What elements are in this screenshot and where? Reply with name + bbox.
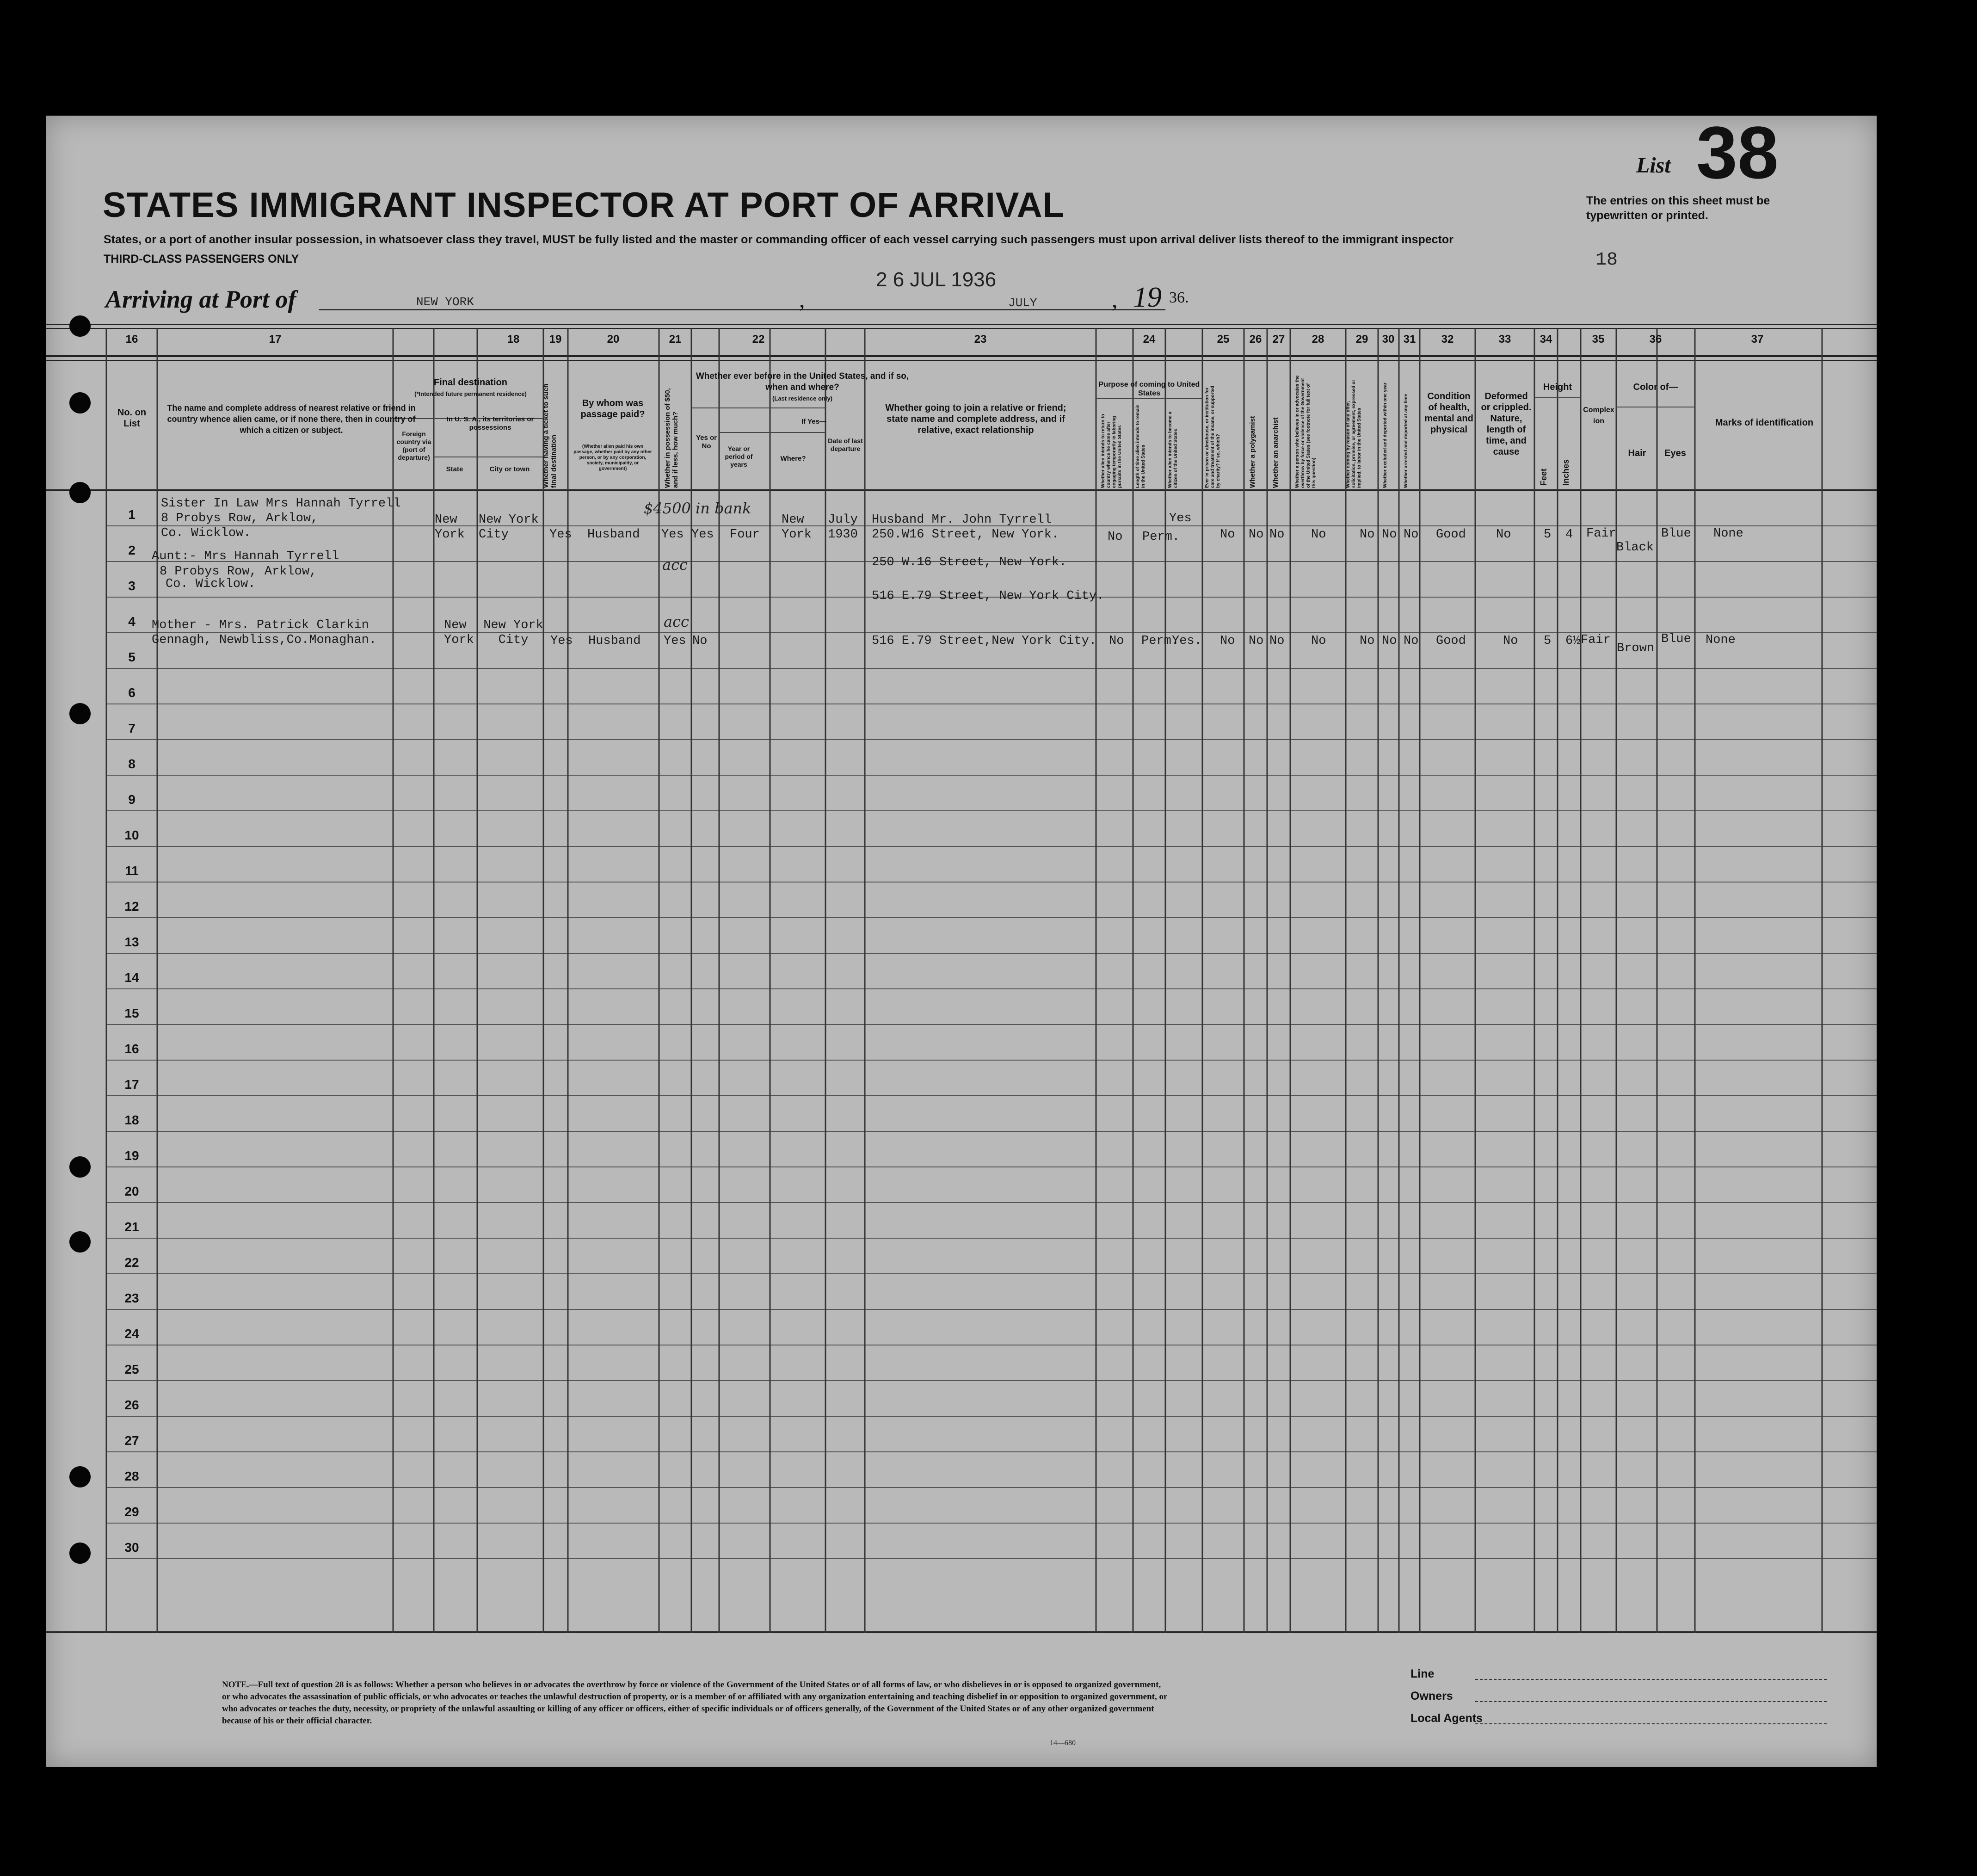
row1-paid-by: Husband bbox=[587, 528, 640, 542]
row4-overthrow: No bbox=[1311, 634, 1326, 648]
header-no-on-list: No. on List bbox=[117, 407, 147, 429]
column-number: 25 bbox=[1217, 333, 1230, 346]
column-number: 34 bbox=[1540, 333, 1552, 346]
punch-hole bbox=[69, 392, 91, 413]
year-suffix: 36. bbox=[1169, 289, 1189, 306]
row4-deported: No bbox=[1404, 634, 1419, 648]
header-labor-offer: Whether coming by reason of any offer, solicitation, promise, or agreement, expressed or implied, to labor in the United States bbox=[1346, 380, 1362, 488]
header-feet: Feet bbox=[1539, 468, 1548, 486]
row1-polygamist: No bbox=[1249, 528, 1264, 542]
header-ever-before: Whether ever before in the United States, and if so, when and where? bbox=[696, 371, 909, 392]
row1-marks: None bbox=[1713, 527, 1743, 541]
line-label: Line bbox=[1410, 1667, 1435, 1680]
row-number: 10 bbox=[124, 828, 139, 842]
comma: , bbox=[1112, 286, 1118, 312]
arriving-label: Arriving at Port of bbox=[105, 285, 296, 313]
header-anarchist: Whether an anarchist bbox=[1272, 417, 1280, 488]
row1-join-line2: 250.W16 Street, New York. bbox=[872, 528, 1059, 542]
header-overthrow: Whether a person who believes in or advocates the overthrow by force or violence of the Government of the United States (see footnote for full text of this question) bbox=[1295, 375, 1317, 488]
row1-where: New York bbox=[782, 513, 812, 542]
line-underline bbox=[1475, 1679, 1827, 1680]
column-number: 22 bbox=[752, 333, 765, 346]
header-in-usa: In U. S. A., its territories or possessions bbox=[446, 415, 534, 432]
manifest-sheet bbox=[46, 116, 1877, 1767]
row4-paid-by: Husband bbox=[588, 634, 641, 648]
header-prison: Ever in prison or almshouse, or institution for care and treatment of the insane, or supported by charity? If so, which? bbox=[1205, 385, 1221, 488]
row1-state: New York bbox=[435, 513, 465, 542]
row-number: 7 bbox=[128, 721, 135, 735]
column-number: 16 bbox=[125, 333, 138, 346]
row1-prison: No bbox=[1220, 528, 1235, 542]
header-date-departure: Date of last departure bbox=[828, 437, 863, 452]
row4-relative-line2: Gennagh, Newbliss,Co.Monaghan. bbox=[152, 633, 377, 647]
row-number: 3 bbox=[128, 579, 135, 593]
column-number: 17 bbox=[269, 333, 282, 346]
port-name: NEW YORK bbox=[416, 295, 474, 309]
row-number: 2 bbox=[128, 543, 135, 557]
column-number: 21 bbox=[669, 333, 682, 346]
local-agents-underline bbox=[1475, 1723, 1827, 1724]
row1-excluded: No bbox=[1382, 528, 1397, 542]
column-number: 35 bbox=[1592, 333, 1605, 346]
row4-labor: No bbox=[1360, 634, 1375, 648]
row-number: 24 bbox=[124, 1327, 139, 1341]
row1-return: No bbox=[1108, 530, 1123, 544]
row1-anarchist: No bbox=[1269, 528, 1285, 542]
header-excluded: Whether excluded and deported within one year bbox=[1383, 383, 1388, 488]
column-number: 28 bbox=[1312, 333, 1324, 346]
row1-departure: July 1930 bbox=[828, 513, 858, 542]
row-number: 26 bbox=[124, 1398, 139, 1412]
row1-money: Yes bbox=[661, 528, 684, 542]
row1-overthrow: No bbox=[1311, 528, 1326, 542]
row2-join-line1: 250 W.16 Street, New York. bbox=[872, 555, 1067, 569]
list-number: 38 bbox=[1696, 116, 1779, 194]
row4-inches: 6½ bbox=[1565, 634, 1581, 648]
column-number: 27 bbox=[1272, 333, 1285, 346]
header-health: Condition of health, mental and physical bbox=[1424, 391, 1473, 435]
row1-years: Four bbox=[730, 528, 760, 542]
row4-join-line1: 516 E.79 Street,New York City. bbox=[872, 634, 1097, 648]
punch-hole bbox=[69, 703, 91, 724]
row1-eyes: Blue bbox=[1661, 527, 1691, 541]
column-number: 29 bbox=[1355, 333, 1368, 346]
row1-deformed: No bbox=[1496, 528, 1511, 542]
row-number: 13 bbox=[124, 935, 139, 949]
column-number: 33 bbox=[1498, 333, 1511, 346]
header-height: Height bbox=[1543, 382, 1572, 392]
row1-hair: Black bbox=[1616, 541, 1654, 555]
row-number: 8 bbox=[128, 757, 135, 771]
header-passage-note: (Whether alien paid his own passage, whether paid by any other person, or by any corporation, society, municipality, or government) bbox=[573, 444, 652, 471]
row1-join-line1: Husband Mr. John Tyrrell bbox=[872, 513, 1052, 527]
comma: , bbox=[799, 286, 805, 312]
row1-deported: No bbox=[1404, 528, 1419, 542]
row1-length: Perm. bbox=[1142, 530, 1180, 544]
column-number: 20 bbox=[607, 333, 620, 346]
header-ever-before-note: (Last residence only) bbox=[772, 395, 833, 402]
row4-anarchist: No bbox=[1269, 634, 1285, 648]
header-yes-or-no: Yes or No bbox=[696, 434, 717, 450]
month: JULY bbox=[1008, 296, 1037, 310]
row4-complexion: Fair bbox=[1581, 633, 1611, 647]
column-number: 24 bbox=[1143, 333, 1156, 346]
punch-hole bbox=[69, 482, 91, 503]
row4-deformed: No bbox=[1503, 634, 1518, 648]
row2-money-note: acc bbox=[662, 556, 688, 574]
row-number: 18 bbox=[124, 1113, 139, 1127]
row-number: 19 bbox=[124, 1148, 139, 1163]
row-number: 12 bbox=[124, 899, 139, 913]
header-eyes: Eyes bbox=[1664, 448, 1686, 458]
sheet-number: 18 bbox=[1595, 250, 1618, 271]
row-number: 5 bbox=[128, 650, 135, 664]
row1-labor: No bbox=[1360, 528, 1375, 542]
row-number: 9 bbox=[128, 792, 135, 807]
header-foreign-country: Foreign country via (port of departure) bbox=[396, 430, 431, 461]
header-color-of: Color of— bbox=[1633, 382, 1678, 392]
punch-hole bbox=[69, 1543, 91, 1564]
row-number: 23 bbox=[124, 1291, 139, 1305]
row1-ticket: Yes bbox=[549, 528, 572, 542]
form-number: 14—680 bbox=[1050, 1739, 1076, 1747]
row2-relative-line3: Co. Wicklow. bbox=[166, 577, 256, 591]
row4-hair: Brown bbox=[1617, 642, 1655, 655]
row1-relative-line1: Sister In Law Mrs Hannah Tyrrell bbox=[161, 497, 401, 511]
row-number: 29 bbox=[124, 1505, 139, 1519]
instructions-line: States, or a port of another insular possession, in whatsoever class they travel, MUST be fully listed and the master or commanding officer of each vessel carrying such passengers must upon arrival deliver lists thereof to the immigrant inspector bbox=[104, 233, 1453, 246]
header-purpose-citizen: Whether alien intends to become a citizen of the United States bbox=[1168, 411, 1178, 488]
row4-excluded: No bbox=[1382, 634, 1397, 648]
row2-relative-line2: 8 Probys Row, Arklow, bbox=[160, 565, 317, 579]
entries-note: The entries on this sheet must be typewritten or printed. bbox=[1586, 194, 1770, 222]
header-going-to-join: Whether going to join a relative or friend; state name and complete address, and if relative, exact relationship bbox=[885, 403, 1066, 435]
header-passage-paid: By whom was passage paid? bbox=[580, 398, 645, 420]
row4-state: New York bbox=[444, 618, 474, 647]
page-title: STATES IMMIGRANT INSPECTOR AT PORT OF ARRIVAL bbox=[103, 185, 1065, 225]
row4-health: Good bbox=[1436, 634, 1466, 648]
row1-feet: 5 bbox=[1544, 528, 1552, 542]
row1-relative-line3: Co. Wicklow. bbox=[161, 526, 251, 540]
date-stamp: 2 6 JUL 1936 bbox=[876, 268, 997, 291]
class-note: THIRD-CLASS PASSENGERS ONLY bbox=[104, 253, 299, 265]
header-year-period: Year or period of years bbox=[725, 445, 753, 468]
list-label: List bbox=[1636, 153, 1671, 178]
row-number: 1 bbox=[128, 507, 135, 522]
row-number: 25 bbox=[124, 1362, 139, 1376]
punch-hole bbox=[69, 1231, 91, 1253]
punch-hole bbox=[69, 315, 91, 337]
row4-feet: 5 bbox=[1544, 634, 1552, 648]
owners-underline bbox=[1475, 1701, 1827, 1702]
row2-relative-line1: Aunt:- Mrs Hannah Tyrrell bbox=[152, 549, 339, 563]
row3-join-line1: 516 E.79 Street, New York City. bbox=[872, 589, 1104, 603]
row1-money-note: $4500 in bank bbox=[644, 500, 751, 517]
column-number: 37 bbox=[1751, 333, 1764, 346]
row1-complexion: Fair bbox=[1586, 527, 1616, 541]
row4-before: No bbox=[692, 634, 708, 648]
year-prefix: 19 bbox=[1133, 282, 1162, 313]
row4-money-note: acc bbox=[664, 613, 689, 630]
header-if-yes: If Yes— bbox=[801, 418, 826, 426]
column-number: 30 bbox=[1382, 333, 1395, 346]
header-state: State bbox=[446, 465, 463, 473]
row4-eyes: Blue bbox=[1661, 632, 1691, 646]
row-number: 16 bbox=[124, 1042, 139, 1056]
row-number: 11 bbox=[125, 864, 139, 878]
header-marks: Marks of identification bbox=[1715, 418, 1814, 428]
header-polygamist: Whether a polygamist bbox=[1249, 416, 1256, 488]
header-where: Where? bbox=[780, 455, 806, 463]
column-number: 36 bbox=[1649, 333, 1662, 346]
header-purpose-length: Length of time alien intends to remain in the United States bbox=[1135, 404, 1146, 488]
header-purpose-return: Whether alien intends to return to country whence he came after engaging temporarily in laboring pursuits in the United States bbox=[1101, 413, 1122, 488]
row4-city: New York City bbox=[483, 618, 543, 647]
column-number: 23 bbox=[974, 333, 987, 346]
row1-relative-line2: 8 Probys Row, Arklow, bbox=[161, 512, 319, 525]
header-ticket: Whether having a ticket to such final destination bbox=[542, 383, 558, 488]
header-deformed: Deformed or crippled. Nature, length of time, and cause bbox=[1481, 391, 1532, 457]
row4-money: Yes bbox=[664, 634, 686, 648]
header-hair: Hair bbox=[1628, 448, 1646, 458]
owners-label: Owners bbox=[1410, 1690, 1453, 1703]
row-number: 17 bbox=[124, 1077, 139, 1092]
row4-citizen: Yes. bbox=[1172, 634, 1202, 648]
header-inches: Inches bbox=[1561, 459, 1571, 486]
row-number: 21 bbox=[124, 1220, 139, 1234]
row1-citizen: Yes bbox=[1169, 512, 1192, 525]
header-deported: Whether arrested and deported at any time bbox=[1404, 394, 1409, 488]
header-fifty-dollars: Whether in possession of $50, and if less, how much? bbox=[664, 388, 679, 488]
row-number: 20 bbox=[124, 1184, 139, 1198]
row4-prison: No bbox=[1220, 634, 1235, 648]
row-number: 28 bbox=[124, 1469, 139, 1483]
header-final-destination-note: (*Intended future permanent residence) bbox=[414, 390, 527, 397]
column-number: 19 bbox=[549, 333, 562, 346]
punch-hole bbox=[69, 1156, 91, 1178]
local-agents-label: Local Agents bbox=[1410, 1712, 1483, 1725]
row-number: 30 bbox=[124, 1540, 139, 1555]
column-number: 26 bbox=[1249, 333, 1262, 346]
footnote-question-28: NOTE.—Full text of question 28 is as follows: Whether a person who believes in or advocates the overthrow by force or violence of the Government of the United States or of all forms of law, or who disbelieves in or is opposed to organized government, or who advocates the assassination of public officials, or who advocates or teaches the unlawful destruction of property, or is a member of or affiliated with any organization entertaining and teaching disbelief in or opposition to organized government, or who advocates or teaches the duty, necessity, or propriety of the unlawful assaulting or killing of any officer or officers, either of specific individuals or of officers generally, of the Government of the United States or of any other organized government because of his or their official character. bbox=[222, 1680, 1168, 1726]
column-number: 18 bbox=[507, 333, 520, 346]
row4-ticket: Yes bbox=[550, 634, 573, 648]
header-final-destination: Final destination bbox=[434, 377, 507, 388]
column-number: 32 bbox=[1441, 333, 1454, 346]
row1-health: Good bbox=[1436, 528, 1466, 542]
row1-before: Yes bbox=[691, 528, 714, 542]
punch-hole bbox=[69, 1466, 91, 1487]
row4-polygamist: No bbox=[1249, 634, 1264, 648]
row4-return: No bbox=[1109, 634, 1124, 648]
row-number: 4 bbox=[128, 614, 135, 629]
row4-relative-line1: Mother - Mrs. Patrick Clarkin bbox=[152, 618, 369, 632]
row-number: 14 bbox=[124, 970, 139, 985]
header-city: City or town bbox=[489, 465, 530, 473]
row1-inches: 4 bbox=[1565, 528, 1573, 542]
column-number: 31 bbox=[1403, 333, 1416, 346]
header-complexion: Complexion bbox=[1583, 406, 1614, 425]
row-number: 22 bbox=[124, 1255, 139, 1270]
header-purpose: Purpose of coming to United States bbox=[1098, 381, 1200, 397]
port-underline bbox=[319, 309, 842, 310]
header-nearest-relative: The name and complete address of nearest relative or friend in country whence alien came, or if none there, then in country of which a citizen or subject. bbox=[167, 403, 416, 435]
row4-length: Perm. bbox=[1141, 634, 1179, 648]
row-number: 27 bbox=[124, 1433, 139, 1448]
row-number: 15 bbox=[124, 1006, 139, 1020]
row1-city: New York City bbox=[479, 513, 539, 542]
row-number: 6 bbox=[128, 685, 135, 700]
row4-marks: None bbox=[1706, 633, 1736, 647]
